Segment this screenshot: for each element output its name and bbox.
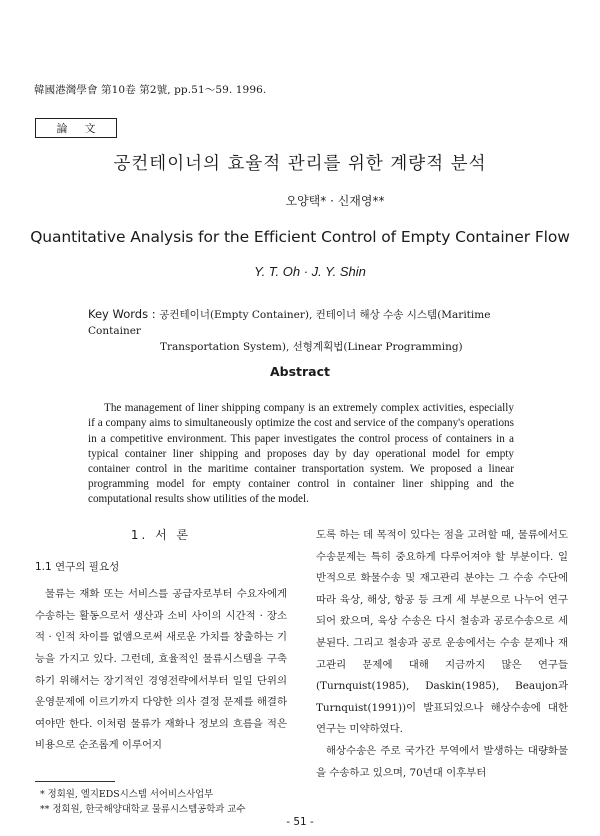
keywords-line-2: Transportation System), 선형계획법(Linear Programming) (160, 341, 463, 353)
footnote-2: ** 정회원, 한국해양대학교 물류시스템공학과 교수 (40, 803, 246, 815)
article-type-box (35, 118, 117, 138)
title-english: Quantitative Analysis for the Efficient Control of Empty Container Flow (30, 228, 570, 246)
article-type-char-1: 論 (56, 122, 68, 135)
title-korean: 공컨테이너의 효율적 관리를 위한 계량적 분석 (113, 154, 487, 174)
footnote-divider (35, 781, 115, 782)
authors-english: Y. T. Oh · J. Y. Shin (254, 264, 366, 279)
keywords-label: Key Words : (88, 307, 160, 321)
page-number: - 51 - (286, 816, 314, 828)
body-column-left (35, 525, 287, 757)
footnote-1: * 정회원, 엘지EDS시스템 서어비스사업부 (40, 789, 214, 800)
footnotes (40, 788, 320, 817)
authors-korean: 오양택* · 신재영** (285, 194, 385, 208)
keywords-block (88, 306, 528, 355)
section-heading: 1. 서 론 (130, 528, 192, 542)
article-type-char-2: 文 (84, 122, 96, 135)
abstract-text: The management of liner shipping company is an extremely complex activities, especially if a company aims to simultaneously optimize the cost and service of the company's operations in a competitive environment. This paper investigates the control process of containers in a typical container liner shipping and proposes day by day operational model for empty container control in the maritime container transportation system. We proposed a linear programming model for empty container control in container liner shipping and the computational results show utilities of the model. (88, 402, 514, 506)
journal-citation: 韓國港灣學會 第10卷 第2號, pp.51～59. 1996. (34, 84, 267, 96)
body-paragraph-left: 물류는 재화 또는 서비스를 공급자로부터 수요자에게 수송하는 활동으로서 생산과 소비 사이의 시간적 · 장소적 · 인적 차이를 없앰으로써 새로운 가치를 창출하는 기능을 가지고 있다. 그런데, 효율적인 물류시스템을 구축하기 위해서는 장기적인 경영전략에서부터 일일 단위의 운영문제에 이르기까지 다양한 의사 결정 문제를 해결하여야만 한다. 이처럼 물류가 재화나 정보의 흐름을 적은 비용으로 순조롭게 이루어지 (35, 588, 287, 752)
body-column-right (316, 525, 568, 784)
abstract-heading: Abstract (269, 364, 331, 379)
body-paragraph-right-2: 해상수송은 주로 국가간 무역에서 발생하는 대량화물을 수송하고 있으며, 70년대 이후부터 (316, 744, 568, 779)
keywords-text-1: 공컨테이너(Empty Container), 컨테이너 해상 수송 시스템(Maritime Container (88, 309, 491, 337)
body-paragraph-right-1: 도록 하는 데 목적이 있다는 점을 고려할 때, 물류에서도 수송문제는 특히 중요하게 다루어져야 할 부분이다. 일반적으로 화물수송 및 재고관리 분야는 그 수송 수단에 따라 육상, 해상, 항공 등 크게 세 부분으로 나누어 연구되어 왔으며, 육상 수송은 다시 철송과 공로수송으로 세분된다. 그리고 철송과 공로 운송에서는 수송 문제나 재고관리 문제에 대해 지금까지 많은 연구들(Turnquist(1985), Daskin(1985), Beaujon과 Turnquist(1991))이 발표되었으나 해상수송에 대한 연구는 미약하였다. (316, 529, 568, 736)
subsection-heading: 1.1 연구의 필요성 (35, 560, 120, 573)
keywords-line-1 (88, 306, 528, 339)
